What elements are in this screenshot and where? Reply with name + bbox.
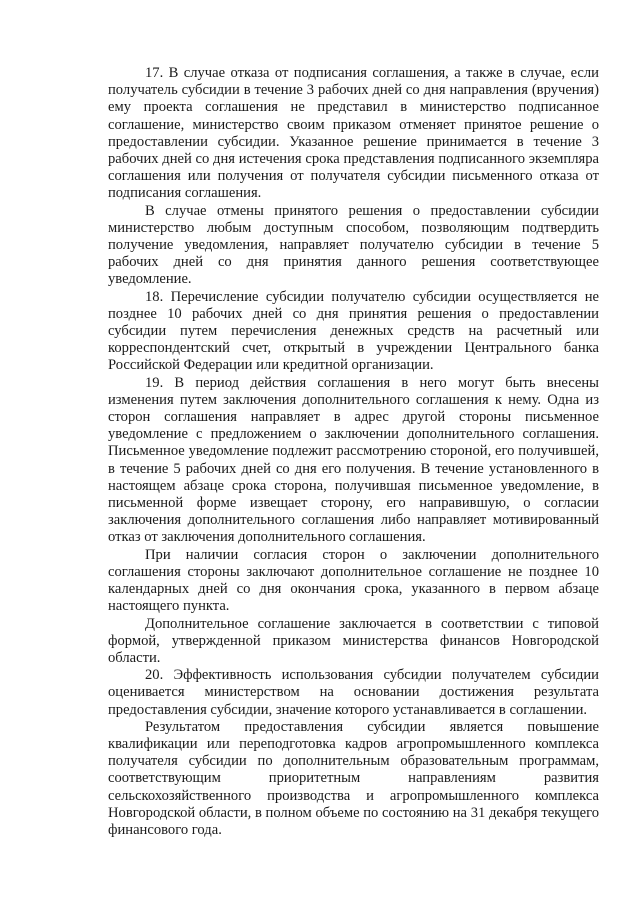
document-page — [108, 65, 599, 839]
paragraph-17: 17. В случае отказа от подписания соглашения, а также в случае, если получатель субсидии в течение 3 рабочих дней со дня направления (вручения) ему проекта соглашения не представил в министерство подписанное соглашение, министерство своим приказом отменяет принятое решение о предоставлении субсидии. Указанное решение принимается в течение 3 рабочих дней со дня истечения срока представления подписанного экземпляра соглашения или получения от получателя субсидии письменного отказа от подписания соглашения. — [108, 65, 599, 202]
paragraph-19-consent: При наличии согласия сторон о заключении дополнительного соглашения стороны заключают дополнительное соглашение не позднее 10 календарных дней со дня окончания срока, указанного в первом абзаце настоящего пункта. — [108, 546, 599, 615]
paragraph-19: 19. В период действия соглашения в него могут быть внесены изменения путем заключения дополнительного соглашения к нему. Одна из сторон соглашения направляет в адрес другой стороны письменное уведомление с предложением о заключении дополнительного соглашения. Письменное уведомление подлежит рассмотрению стороной, его получившей, в течение 5 рабочих дней со дня его получения. В течение установленного в настоящем абзаце срока сторона, получившая письменное уведомление, в письменной форме извещает сторону, его направившую, о согласии заключения дополнительного соглашения либо направляет мотивированный отказ от заключения дополнительного соглашения. — [108, 374, 599, 546]
paragraph-17-cancellation-notice: В случае отмены принятого решения о предоставлении субсидии министерство любым доступным способом, позволяющим подтвердить получение уведомления, направляет получателю субсидии в течение 5 рабочих дней со дня принятия данного решения соответствующее уведомление. — [108, 202, 599, 288]
paragraph-20-result: Результатом предоставления субсидии является повышение квалификации или переподготовка кадров агропромышленного комплекса получателя субсидии по дополнительным образовательным программам, соответствующим приоритетным направлениям развития сельскохозяйственного производства и агропромышленного комплекса Новгородской области, в полном объеме по состоянию на 31 декабря текущего финансового года. — [108, 718, 599, 838]
paragraph-18: 18. Перечисление субсидии получателю субсидии осуществляется не позднее 10 рабочих дней со дня принятия решения о предоставлении субсидии путем перечисления денежных средств на расчетный или корреспондентский счет, открытый в учреждении Центрального банка Российской Федерации или кредитной организации. — [108, 288, 599, 374]
paragraph-19-standard-form: Дополнительное соглашение заключается в соответствии с типовой формой, утвержденной приказом министерства финансов Новгородской области. — [108, 615, 599, 666]
paragraph-20: 20. Эффективность использования субсидии получателем субсидии оценивается министерством на основании достижения результата предоставления субсидии, значение которого устанавливается в соглашении. — [108, 667, 599, 718]
